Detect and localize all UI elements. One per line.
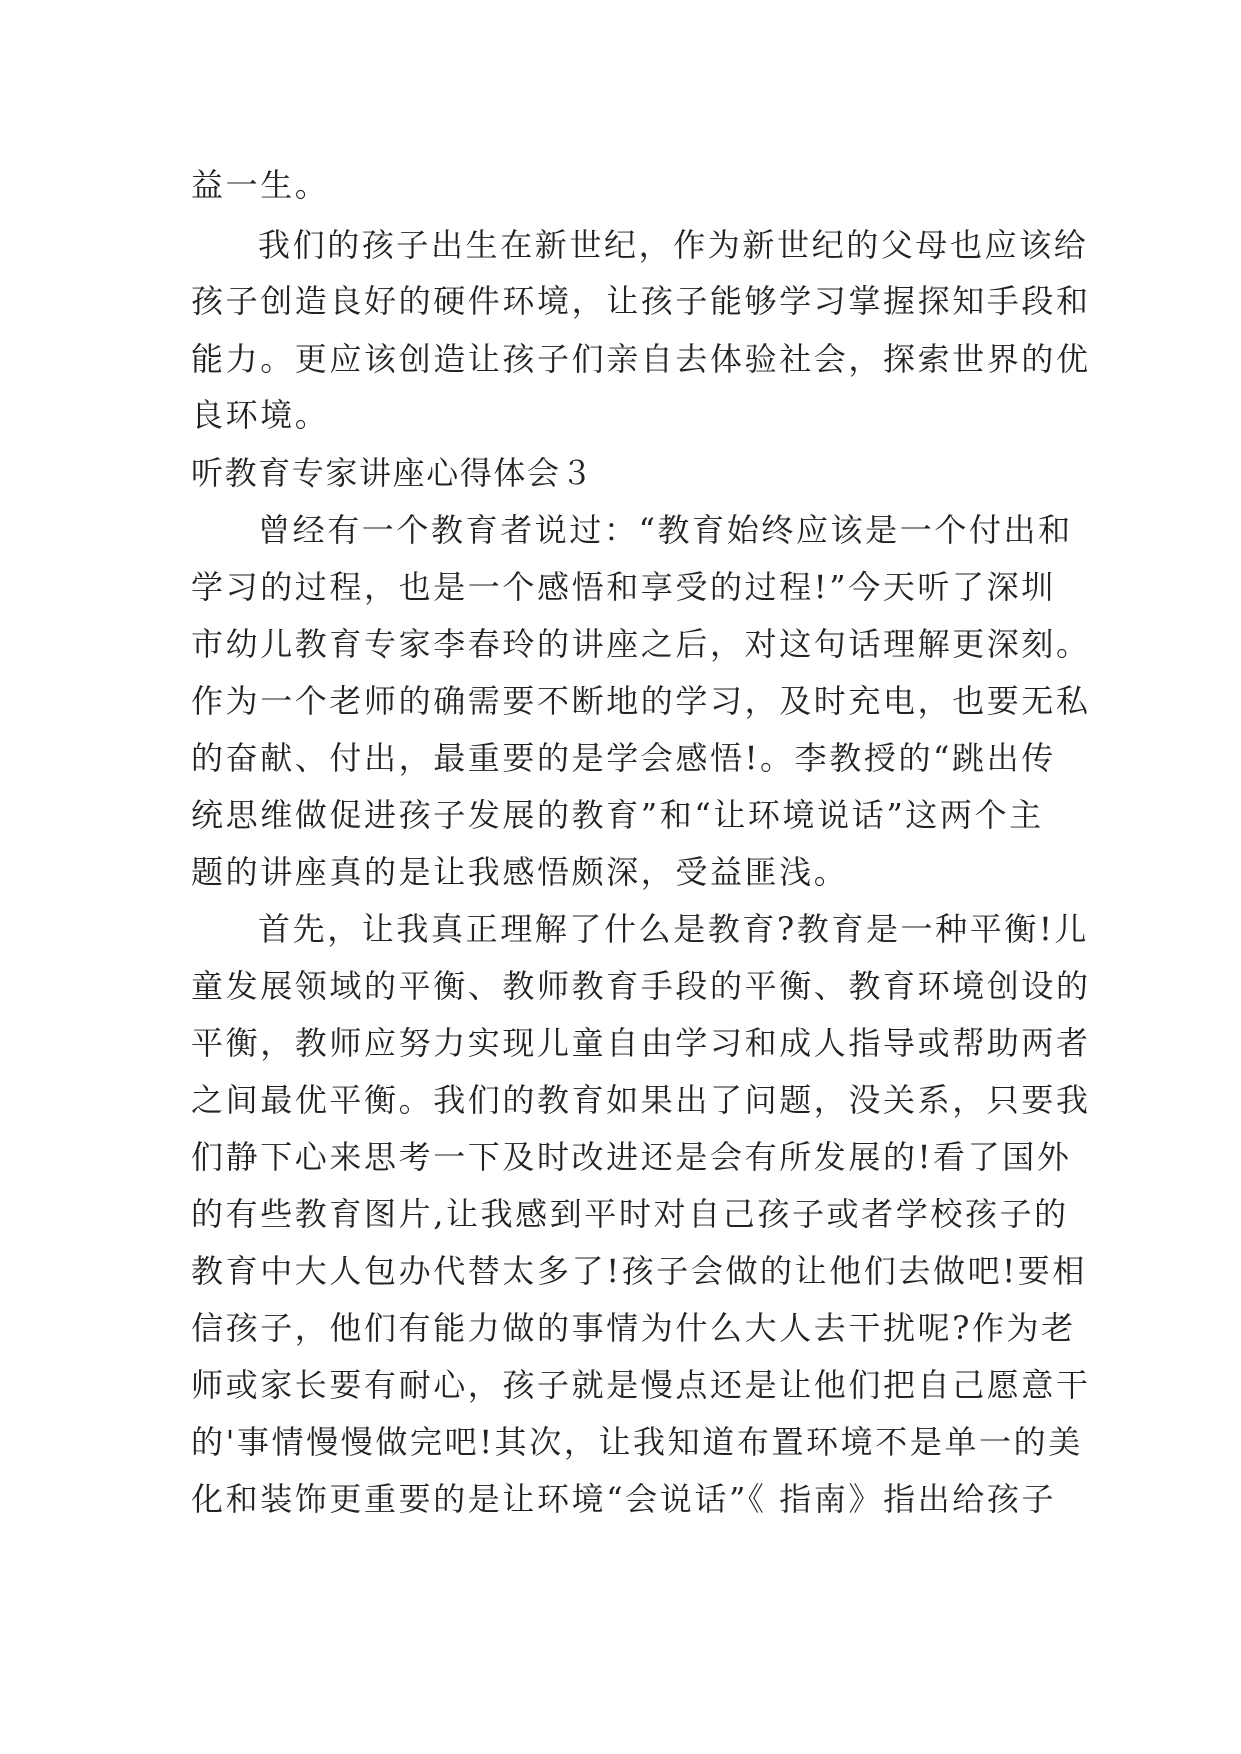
text-line: 的'事情慢慢做完吧!其次，让我知道布置环境不是单一的美 — [191, 1423, 1083, 1461]
text-line: 童发展领域的平衡、教师教育手段的平衡、教育环境创设的 — [191, 967, 1091, 1005]
text-line: 之间最优平衡。我们的教育如果出了问题，没关系，只要我 — [191, 1081, 1091, 1119]
text-line: 师或家长要有耐心，孩子就是慢点还是让他们把自己愿意干 — [191, 1366, 1091, 1404]
text-line: 题的讲座真的是让我感悟颇深，受益匪浅。 — [191, 853, 849, 891]
text-line: 们静下心来思考一下及时改进还是会有所发展的!看了国外 — [191, 1138, 1072, 1176]
text-line: 教育中大人包办代替太多了!孩子会做的让他们去做吧!要相 — [191, 1252, 1087, 1290]
paragraph-first-line: 我们的孩子出生在新世纪，作为新世纪的父母也应该给 — [258, 226, 1089, 264]
text-line: 孩子创造良好的硬件环境，让孩子能够学习掌握探知手段和 — [191, 282, 1091, 320]
text-line: 能力。更应该创造让孩子们亲自去体验社会，探索世界的优 — [191, 340, 1091, 378]
text-line: 的有些教育图片,让我感到平时对自己孩子或者学校孩子的 — [191, 1195, 1069, 1233]
section-heading: 听教育专家讲座心得体会３ — [191, 454, 595, 492]
text-line: 统思维做促进孩子发展的教育”和“让环境说话”这两个主 — [191, 796, 1044, 834]
text-line: 的奋献、付出，最重要的是学会感悟!。李教授的“跳出传 — [191, 739, 1056, 777]
text-line: 作为一个老师的确需要不断地的学习，及时充电，也要无私 — [191, 682, 1091, 720]
paragraph-first-line: 曾经有一个教育者说过：“教育始终应该是一个付出和 — [258, 511, 1073, 549]
text-line: 学习的过程，也是一个感悟和享受的过程!”今天听了深圳 — [191, 568, 1056, 606]
text-line: 益一生。 — [191, 166, 330, 204]
text-line: 市幼儿教育专家李春玲的讲座之后，对这句话理解更深刻。 — [191, 625, 1091, 663]
text-line: 信孩子，他们有能力做的事情为什么大人去干扰呢?作为老 — [191, 1309, 1076, 1347]
paragraph-first-line: 首先，让我真正理解了什么是教育?教育是一种平衡!儿 — [258, 910, 1090, 948]
text-line: 良环境。 — [191, 396, 330, 434]
text-line: 平衡，教师应努力实现儿童自由学习和成人指导或帮助两者 — [191, 1024, 1091, 1062]
text-line: 化和装饰更重要的是让环境“会说话”《 指南》指出给孩子 — [191, 1480, 1057, 1518]
